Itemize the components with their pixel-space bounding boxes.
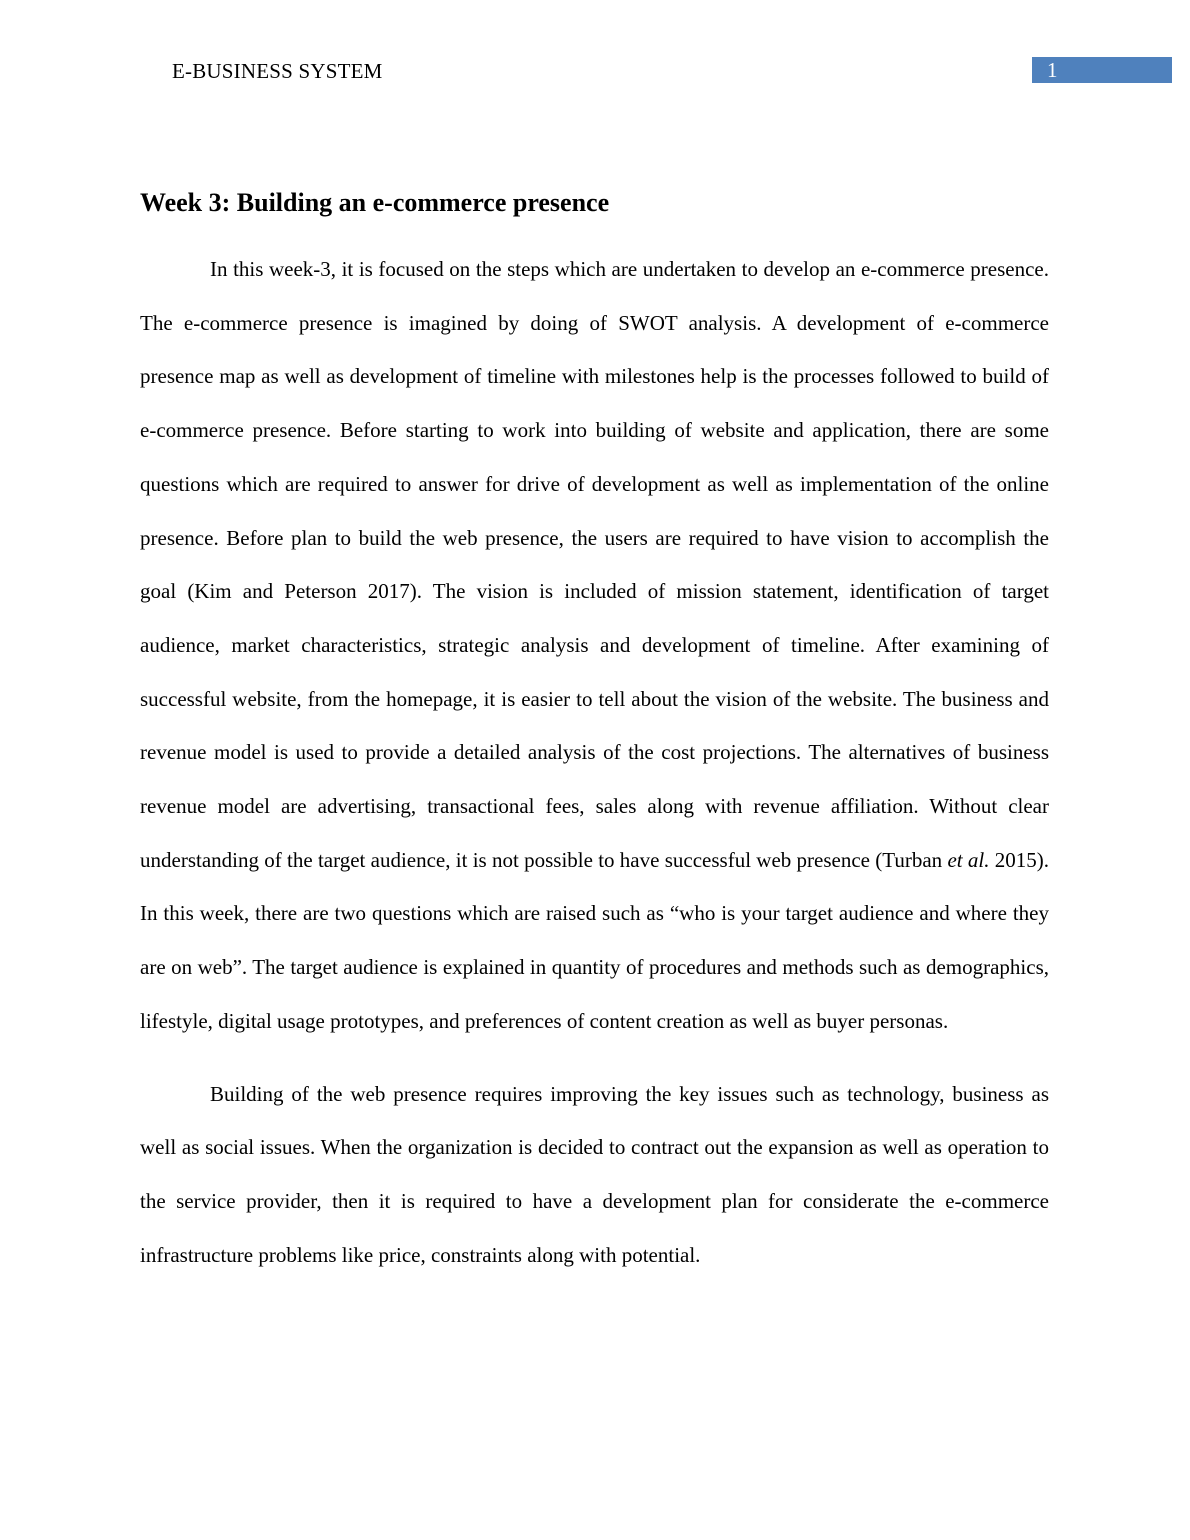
page-number-badge bbox=[1032, 57, 1172, 83]
running-header-title: E-BUSINESS SYSTEM bbox=[172, 59, 383, 83]
paragraph-1-text-b: 2015). In this week, there are two questions which are raised such as “who is your target audience and where they are on web”. The target audience is explained in quantity of procedures and methods such as demographics, lifestyle, digital usage prototypes, and preferences of content creation as well as buyer personas. bbox=[140, 847, 1049, 1033]
paragraph-1 bbox=[140, 243, 1049, 1049]
section-heading: Week 3: Building an e-commerce presence bbox=[140, 188, 610, 217]
citation-et-al: et al. bbox=[947, 847, 990, 872]
paragraph-1-text-a: In this week-3, it is focused on the steps which are undertaken to develop an e-commerce presence. The e-commerce presence is imagined by doing of SWOT analysis. A development of e-commerce presence map as well as development of timeline with milestones help is the processes followed to build of e-commerce presence. Before starting to work into building of website and application, there are some questions which are required to answer for drive of development as well as implementation of the online presence. Before plan to build the web presence, the users are required to have vision to accomplish the goal (Kim and Peterson 2017). The vision is included of mission statement, identification of target audience, market characteristics, strategic analysis and development of timeline. After examining of successful website, from the homepage, it is easier to tell about the vision of the website. The business and revenue model is used to provide a detailed analysis of the cost projections. The alternatives of business revenue model are advertising, transactional fees, sales along with revenue affiliation. Without clear understanding of the target audience, it is not possible to have successful web presence (Turban bbox=[140, 257, 1049, 872]
document-body bbox=[140, 186, 1049, 1282]
page-number: 1 bbox=[1047, 58, 1058, 82]
paragraph-2: Building of the web presence requires improving the key issues such as technology, business as well as social issues. When the organization is decided to contract out the expansion as well as operation to the service provider, then it is required to have a development plan for considerate the e-commerce infrastructure problems like price, constraints along with potential. bbox=[140, 1081, 1049, 1267]
